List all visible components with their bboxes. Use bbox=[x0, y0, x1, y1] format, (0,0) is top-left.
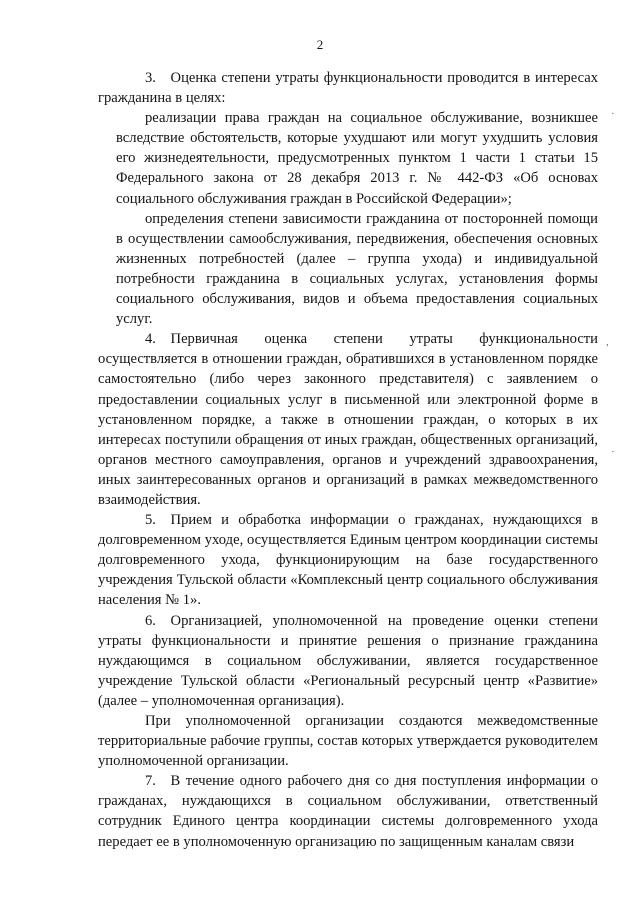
scan-speck: · bbox=[611, 108, 615, 120]
paragraph-3: 3. Оценка степени утраты функциональности проводится в интересах гражданина в целях: bbox=[98, 70, 598, 107]
paragraph-5: 5. Прием и обработка информации о гражданах, нуждающихся в долговременном уходе, осуществляется Единым центром координации системы долговременного ухода, функционирующим на базе государственного учреждения Тульской области «Комплексный центр социального обслуживания населения № 1». bbox=[98, 512, 598, 609]
paragraph-6: 6. Организацией, уполномоченной на проведение оценки степени утраты функциональности и принятие решения о признание гражданина нуждающимся в социальном обслуживании, является государственное учреждение Тульской области «Региональный ресурсный центр «Развитие» (далее – уполномоченная организация). bbox=[98, 612, 598, 709]
paragraph-4: 4. Первичная оценка степени утраты функциональности осуществляется в отношении граждан, обратившихся в установленном порядке самостоятельно (либо через законного представителя) с заявлением о предоставлении социальных услуг в письменной или электронной форме в установленном порядке, а также в отношении граждан, о которых в их интересах поступили обращения от иных граждан, общественных организаций, органов местного самоуправления, органов и учреждений здравоохранения, иных заинтересованных органов и организаций в рамках межведомственного взаимодействия. bbox=[98, 331, 598, 508]
paragraph-7: 7. В течение одного рабочего дня со дня поступления информации о гражданах, нуждающихся в социальном обслуживании, ответственный сотрудник Единого центра координации системы долговременного ухода передает ее в уполномоченную организацию по защищенным каналам связи bbox=[98, 773, 598, 850]
paragraph-3-item-b: определения степени зависимости гражданина от посторонней помощи в осуществлении самообслуживания, передвижения, обеспечения основных жизненных потребностей (далее – группа ухода) и индивидуальной потребности гражданина в социальных услугах, установления формы социального обслуживания, видов и объема предоставления социальных услуг. bbox=[116, 210, 598, 328]
paragraph-3-item-a: реализации права граждан на социальное обслуживание, возникшее вследствие обстоятельств, которые ухудшают или могут ухудшить условия его жизнедеятельности, предусмотренных пунктом 1 части 1 статьи 15 Федерального закона от 28 декабря 2013 г. № 442-ФЗ «Об основах социального обслуживания граждан в Российской Федерации»; bbox=[116, 110, 598, 207]
scan-speck: · bbox=[611, 446, 615, 458]
paragraph-6-continuation: При уполномоченной организации создаются межведомственные территориальные рабочие группы, состав которых утверждается руководителем уполномоченной организации. bbox=[98, 713, 598, 770]
page-number: 2 bbox=[316, 37, 324, 52]
document-body bbox=[98, 68, 598, 852]
scan-speck: , bbox=[606, 336, 609, 348]
